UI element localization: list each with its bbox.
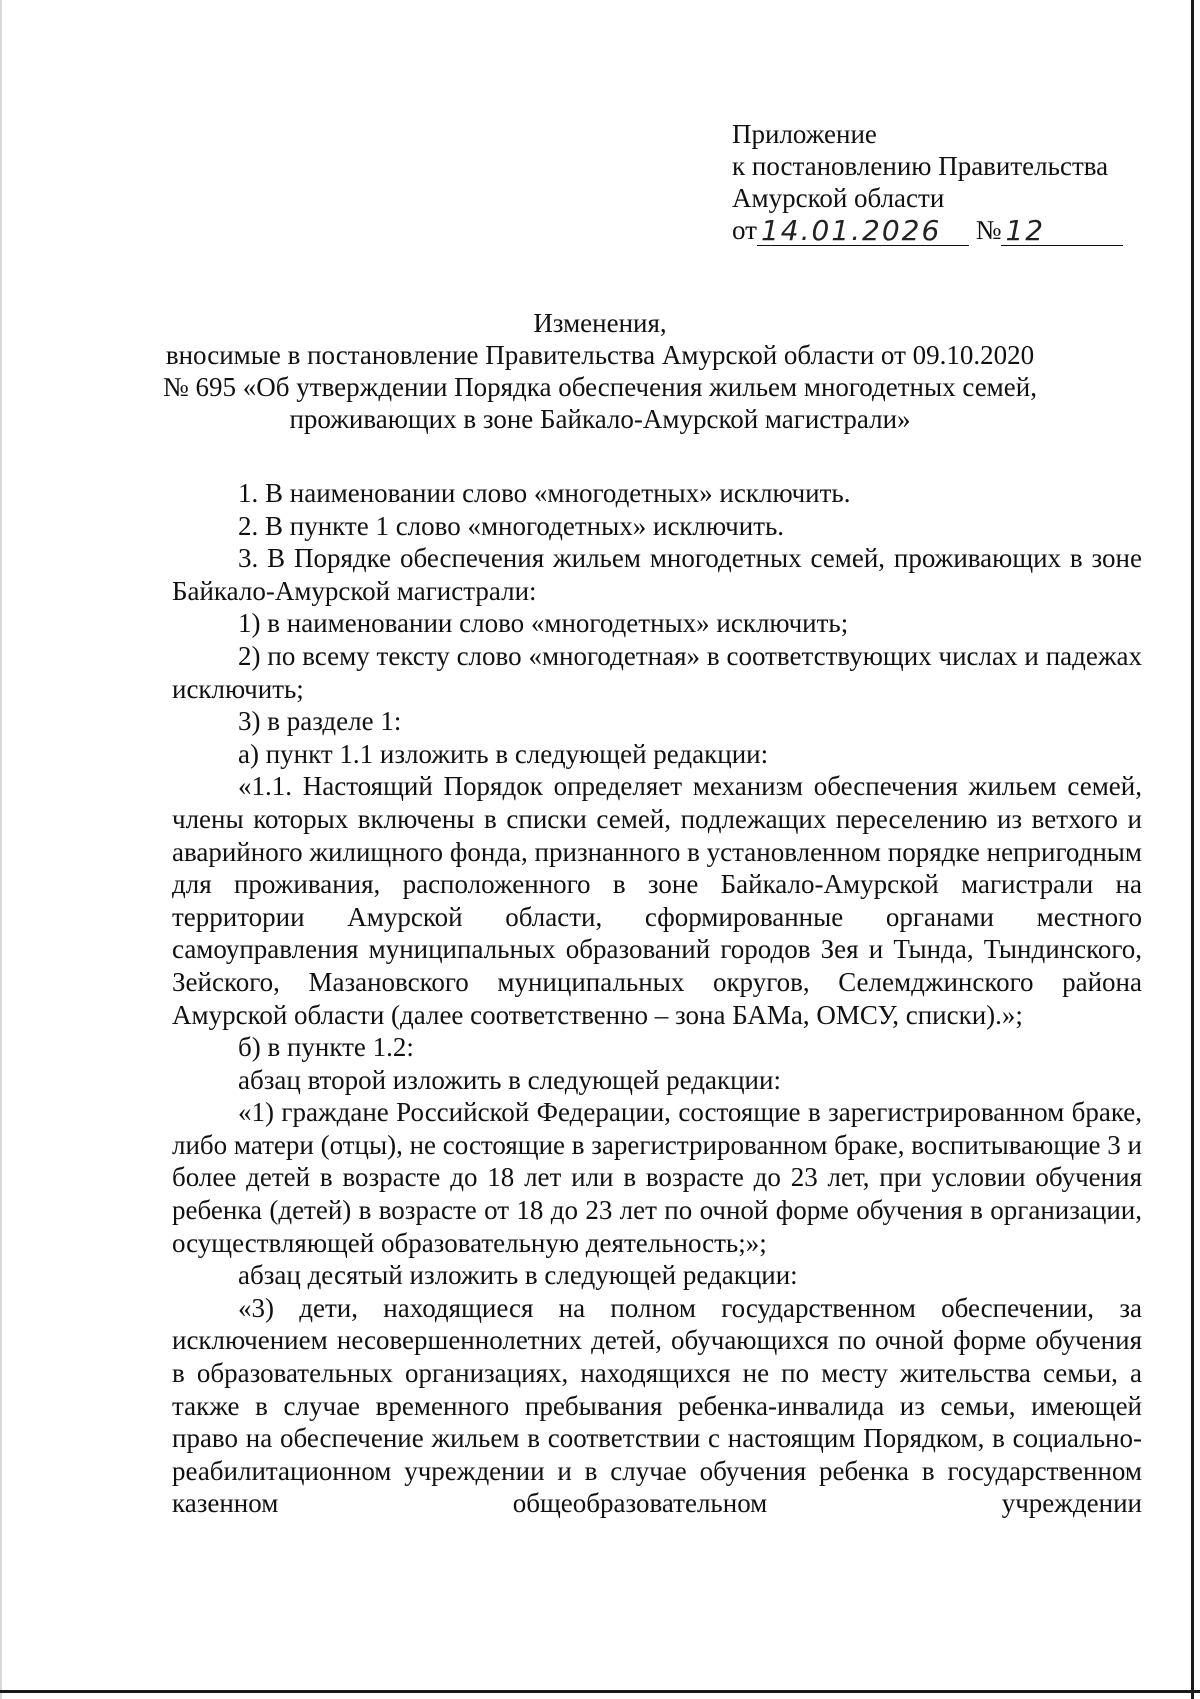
document-body (172, 477, 1142, 1520)
paragraph: а) пункт 1.1 изложить в следующей редакции: (238, 738, 769, 769)
paragraph: 2. В пункте 1 слово «многодетных» исключить. (238, 510, 785, 541)
heading-title: Изменения, (533, 308, 667, 338)
paragraph: абзац второй изложить в следующей редакции: (238, 1064, 781, 1095)
paragraph: «1) граждане Российской Федерации, состоящие в зарегистрированном браке, либо матери (отцы), не состоящие в зарегистрированном браке, воспитывающие 3 и более детей в возрасте до 18 лет или в возрасте до 23 лет, при условии обучения ребенка (детей) в возрасте от 18 до 23 лет по очной форме обучения в организации, осуществляющей образовательную деятельность;»; (172, 1097, 1142, 1258)
number-prefix: № (975, 215, 1002, 245)
paragraph: абзац десятый изложить в следующей редакции: (238, 1260, 798, 1291)
scan-border-right (1191, 0, 1194, 1699)
scan-border-bottom (0, 1690, 1200, 1693)
document-heading (150, 307, 1050, 435)
scan-edge-left (0, 0, 2, 1699)
paragraph: 1) в наименовании слово «многодетных» исключить; (238, 608, 849, 639)
paragraph: 3) в разделе 1: (238, 706, 402, 737)
appendix-date-number (732, 214, 1123, 246)
paragraph: 1. В наименовании слово «многодетных» исключить. (238, 478, 851, 508)
paragraph: «1.1. Настоящий Порядок определяет механизм обеспечения жильем семей, члены которых включены в списки семей, подлежащих переселению из ветхого и аварийного жилищного фонда, признанного в установленном порядке непригодным для проживания, расположенного в зоне Байкало-Амурской магистрали на территории Амурской области, сформированные органами местного самоуправления муниципальных образований городов Зея и Тында, Тындинского, Зейского, Мазановского муниципальных округов, Селемджинского района Амурской области (далее соответственно – зона БАМа, ОМСУ, списки).»; (172, 771, 1142, 1030)
handwritten-date: 14.01.2026 (760, 214, 942, 247)
date-prefix: от (732, 215, 757, 245)
heading-subtitle: вносимые в постановление Правительства Амурской области от 09.10.2020 № 695 «Об утверждении Порядка обеспечения жильем многодетных семей, проживающих в зоне Байкало-Амурской магистрали» (163, 340, 1037, 434)
appendix-block (732, 118, 1123, 246)
paragraph: 2) по всему тексту слово «многодетная» в соответствующих числах и падежах исключить; (172, 640, 1142, 704)
handwritten-number: 12 (1005, 214, 1046, 247)
appendix-title: Приложение (732, 119, 877, 149)
appendix-region: Амурской области (732, 183, 945, 213)
paragraph: б) в пункте 1.2: (238, 1032, 414, 1063)
date-field (757, 215, 969, 246)
number-field (1001, 215, 1123, 246)
paragraph: «3) дети, находящиеся на полном государственном обеспечении, за исключением несовершеннолетних детей, обучающихся по очной форме обучения в образовательных организациях, находящихся не по месту жительства семьи, а также в случае временного пребывания ребенка-инвалида из семьи, имеющей право на обеспечение жильем в соответствии с настоящим Порядком, в социально-реабилитационном учреждении и в случае обучения ребенка в государственном казенном общеобразовательном учреждении (172, 1292, 1142, 1519)
appendix-reference: к постановлению Правительства (732, 151, 1109, 181)
paragraph: 3. В Порядке обеспечения жильем многодетных семей, проживающих в зоне Байкало-Амурской магистрали: (172, 543, 1142, 606)
